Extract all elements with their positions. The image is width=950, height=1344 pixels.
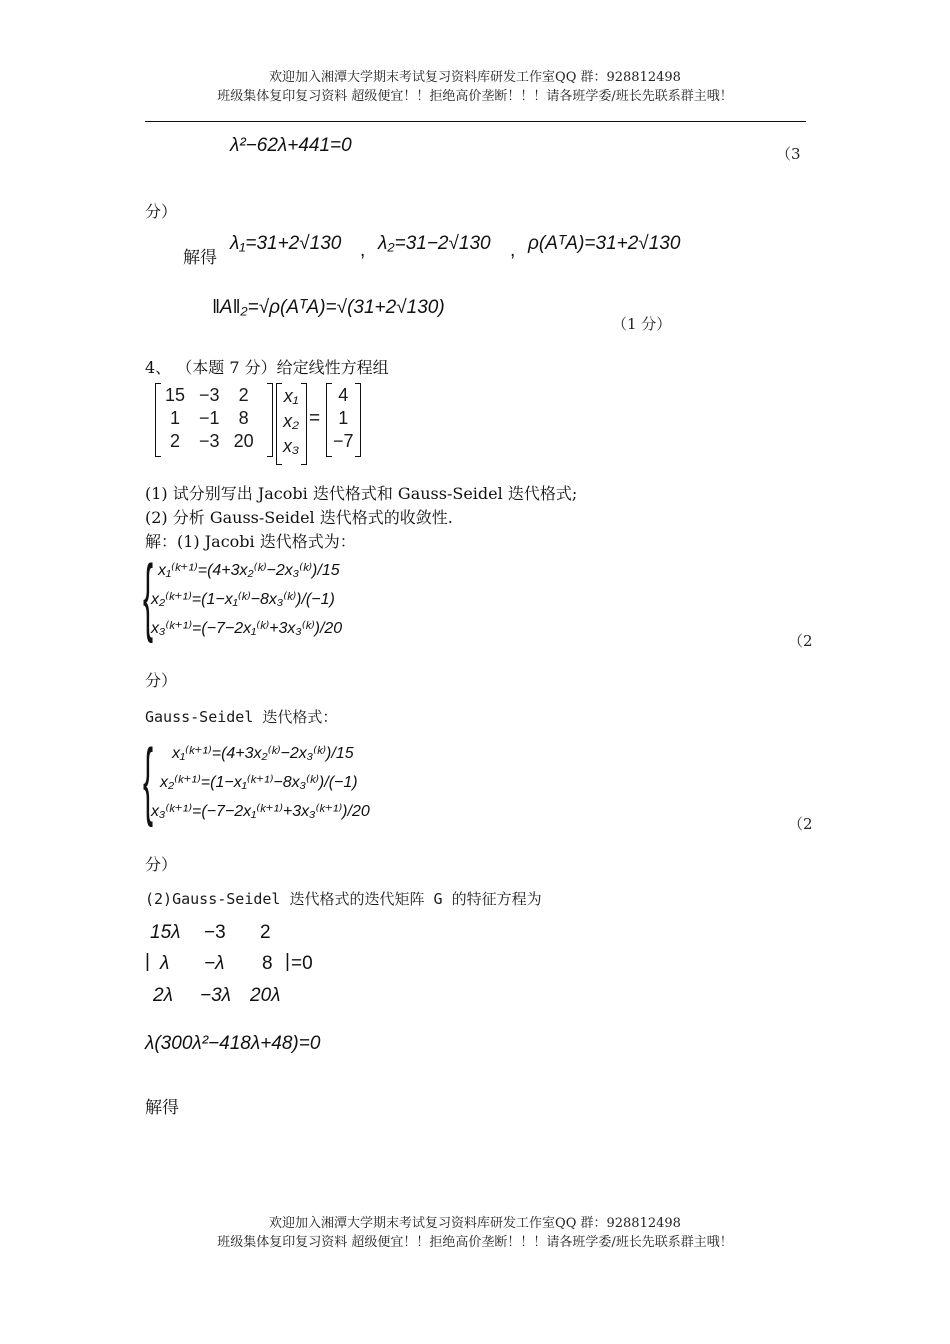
header-line-1: 欢迎加入湘潭大学期末考试复习资料库研发工作室QQ 群：928812498	[269, 70, 681, 85]
solve-label: 解得	[183, 248, 217, 268]
characteristic-polynomial: λ(300λ²−418λ+48)=0	[145, 1033, 321, 1054]
comma-sep: ,	[360, 240, 366, 261]
gs-brace: {	[143, 732, 154, 828]
part-2-intro: (2)Gauss-Seidel 迭代格式的迭代矩阵 G 的特征方程为	[145, 890, 542, 908]
score-3-close: 分）	[145, 202, 178, 221]
matrix-bracket-right	[267, 383, 273, 457]
task-2: (2) 分析 Gauss-Seidel 迭代格式的收敛性.	[145, 508, 453, 527]
jacobi-eq-3: x₃⁽ᵏ⁺¹⁾=(−7−2x₁⁽ᵏ⁾+3x₃⁽ᵏ⁾)/20	[151, 620, 343, 637]
matrix-cell: 8	[238, 408, 249, 428]
solution-intro: 解：(1) Jacobi 迭代格式为：	[145, 532, 356, 551]
matrix-cell: −3	[199, 385, 220, 405]
comma-sep-2: ,	[510, 240, 516, 261]
header-divider	[145, 121, 806, 122]
det-cell: λ	[160, 953, 170, 974]
characteristic-equation: λ²−62λ+441=0	[230, 135, 352, 156]
jacobi-eq-2: x₂⁽ᵏ⁺¹⁾=(1−x₁⁽ᵏ⁾−8x₃⁽ᵏ⁾)/(−1)	[151, 591, 335, 608]
det-cell: −3	[204, 922, 226, 943]
task-1: (1) 试分别写出 Jacobi 迭代格式和 Gauss-Seidel 迭代格式;	[145, 484, 578, 503]
lambda1-value: λ₁=31+2√130	[230, 233, 342, 254]
rhs-cell: 4	[338, 385, 349, 405]
matrix-cell: 1	[170, 408, 181, 428]
det-cell: 2	[260, 922, 271, 943]
unknown-cell: x₁	[283, 386, 299, 406]
matrix-cell: −3	[199, 431, 220, 451]
matrix-cell: −1	[199, 408, 220, 428]
det-cell: 20λ	[250, 985, 281, 1006]
score-1: （1 分）	[612, 315, 672, 333]
det-cell: −3λ	[200, 985, 232, 1006]
det-bar-right: |	[285, 951, 290, 972]
footer-line-1: 欢迎加入湘潭大学期末考试复习资料库研发工作室QQ 群：928812498	[269, 1216, 681, 1231]
matrix-cell: 2	[238, 385, 249, 405]
footer-line-2: 班级集体复印复习资料 超级便宜！！拒绝高价垄断！！！请各班学委/班长先联系群主哦！	[217, 1235, 733, 1250]
det-cell: 8	[262, 953, 273, 974]
rhs-cell: 1	[338, 408, 349, 428]
det-bar-left: |	[145, 951, 150, 972]
det-cell: −λ	[204, 953, 225, 974]
gauss-seidel-label: Gauss-Seidel 迭代格式：	[145, 708, 338, 726]
final-solve-label: 解得	[145, 1098, 179, 1118]
det-cell: 15λ	[150, 922, 181, 943]
gs-eq-1: x₁⁽ᵏ⁺¹⁾=(4+3x₂⁽ᵏ⁾−2x₃⁽ᵏ⁾)/15	[172, 745, 354, 762]
coefficient-matrix	[158, 384, 261, 453]
score-jacobi-close: 分）	[145, 671, 178, 690]
gs-eq-3: x₃⁽ᵏ⁺¹⁾=(−7−2x₁⁽ᵏ⁺¹⁾+3x₃⁽ᵏ⁺¹⁾)/20	[151, 803, 370, 820]
matrix-cell: 2	[170, 431, 181, 451]
score-jacobi-open: （2	[788, 632, 813, 650]
unknown-cell: x₃	[283, 436, 300, 456]
det-cell: 2λ	[153, 985, 173, 1006]
equals-sign: =	[309, 408, 321, 429]
matrix-cell: 15	[165, 385, 186, 405]
question-4-title: 4、 （本题 7 分）给定线性方程组	[145, 358, 389, 377]
rhs-bracket-right	[355, 383, 361, 457]
spectral-radius: ρ(AᵀA)=31+2√130	[528, 233, 681, 254]
gs-eq-2: x₂⁽ᵏ⁺¹⁾=(1−x₁⁽ᵏ⁺¹⁾−8x₃⁽ᵏ⁾)/(−1)	[160, 774, 358, 791]
matrix-cell: 20	[233, 431, 254, 451]
det-equals-zero: =0	[291, 953, 313, 974]
unknown-cell: x₂	[283, 411, 299, 431]
lambda2-value: λ₂=31−2√130	[378, 233, 491, 254]
unknown-bracket-right	[301, 383, 307, 465]
score-3-open: （3	[776, 145, 801, 163]
jacobi-brace: {	[143, 548, 154, 644]
jacobi-eq-1: x₁⁽ᵏ⁺¹⁾=(4+3x₂⁽ᵏ⁾−2x₃⁽ᵏ⁾)/15	[158, 562, 340, 579]
header-line-2: 班级集体复印复习资料 超级便宜！！拒绝高价垄断！！！请各班学委/班长先联系群主哦！	[217, 89, 733, 104]
matrix-2-norm: ‖A‖₂=√ρ(AᵀA)=√(31+2√130)	[212, 297, 445, 318]
score-gs-close: 分）	[145, 855, 178, 874]
score-gs-open: （2	[788, 815, 813, 833]
rhs-cell: −7	[333, 431, 354, 451]
